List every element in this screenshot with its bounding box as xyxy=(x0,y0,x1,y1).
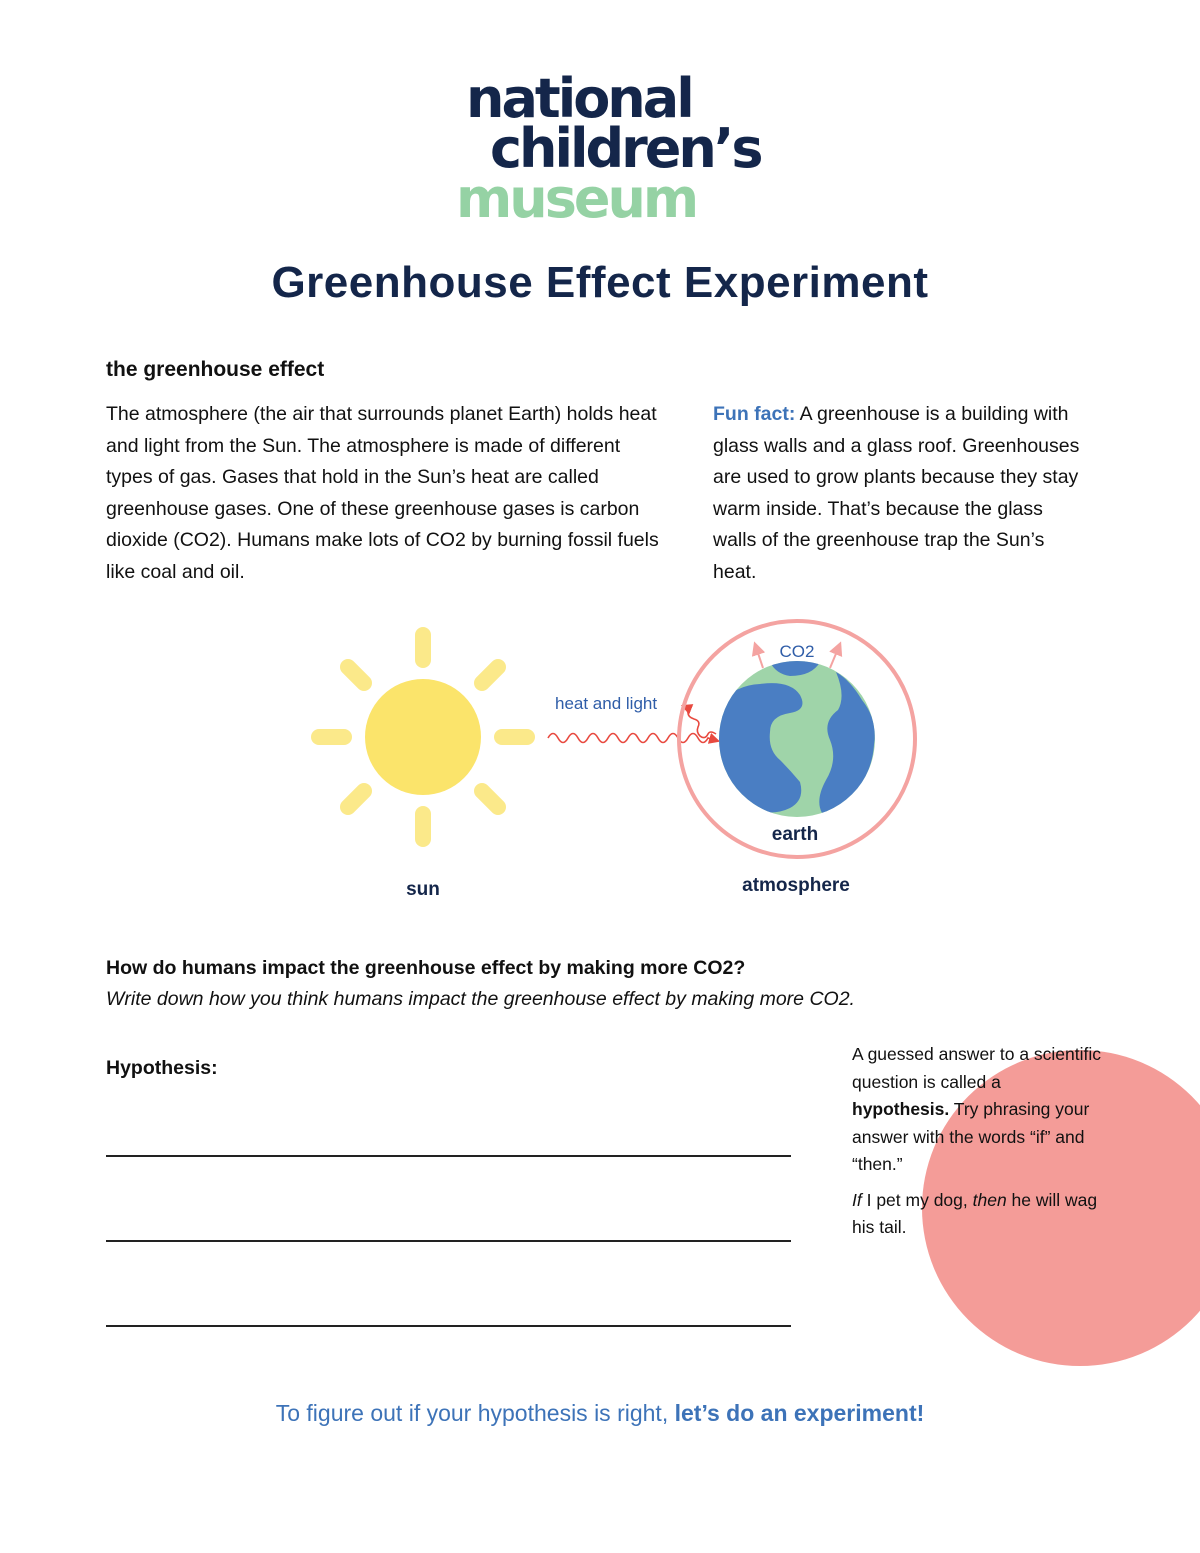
co2-label: CO2 xyxy=(779,642,815,661)
earth xyxy=(716,659,875,817)
logo-line-national: national xyxy=(466,67,692,130)
sun xyxy=(319,635,527,839)
tip-keyword: hypothesis. xyxy=(852,1099,950,1119)
tip-example: If I pet my dog, then he will wag his tail. xyxy=(852,1189,1098,1237)
sun-label: sun xyxy=(406,879,440,900)
intro-paragraph: The atmosphere (the air that surrounds planet Earth) holds heat and light from the Sun. The atmosphere is made of different types of gas. Gases that hold in the Sun’s heat are called greenhouse gases. One of these greenhouse gases is carbon dioxide (CO2). Humans make lots of CO2 by burning fossil fuels like coal and oil. xyxy=(106,403,659,583)
sun-disc xyxy=(365,679,481,795)
tip-definition: A guessed answer to a scientific question is called a hypothesis. Try phrasing your answer with the words “if” and “then.” xyxy=(852,1044,1102,1174)
hypothesis-line-1[interactable] xyxy=(106,1155,791,1157)
logo-line-museum: museum xyxy=(456,167,697,230)
heat-light-label: heat and light xyxy=(555,694,658,713)
page-title: Greenhouse Effect Experiment xyxy=(271,258,929,307)
co2-arrow-right xyxy=(830,644,840,668)
question-instruction: Write down how you think humans impact the greenhouse effect by making more CO2. xyxy=(106,988,855,1010)
earth-label: earth xyxy=(771,824,819,845)
fun-fact-text: A greenhouse is a building with glass walls and a glass roof. Greenhouses are used to grow plants because they stay warm inside. That’s because the glass walls of the greenhouse trap the Sun’s heat. xyxy=(713,403,1080,583)
footer-callout xyxy=(0,1400,1200,1427)
heat-wave xyxy=(548,734,718,743)
hypothesis-line-3[interactable] xyxy=(106,1325,791,1327)
reflected-heat-wave xyxy=(683,706,716,738)
fun-fact xyxy=(713,399,1083,588)
hypothesis-tip xyxy=(852,1041,1102,1250)
fun-fact-label: Fun fact: xyxy=(713,403,796,425)
hypothesis-line-2[interactable] xyxy=(106,1240,791,1242)
section-heading: the greenhouse effect xyxy=(106,358,325,381)
logo-line-childrens: children’s xyxy=(490,117,761,180)
footer-emphasis: let’s do an experiment! xyxy=(674,1400,925,1426)
atmosphere-label: atmosphere xyxy=(742,875,850,896)
question-heading: How do humans impact the greenhouse effect by making more CO2? xyxy=(106,957,746,979)
co2-arrow-left xyxy=(755,644,763,668)
greenhouse-diagram xyxy=(0,610,1200,930)
footer-text: To figure out if your hypothesis is right, xyxy=(275,1400,675,1426)
hypothesis-label: Hypothesis: xyxy=(106,1057,218,1079)
museum-logo xyxy=(456,67,766,230)
